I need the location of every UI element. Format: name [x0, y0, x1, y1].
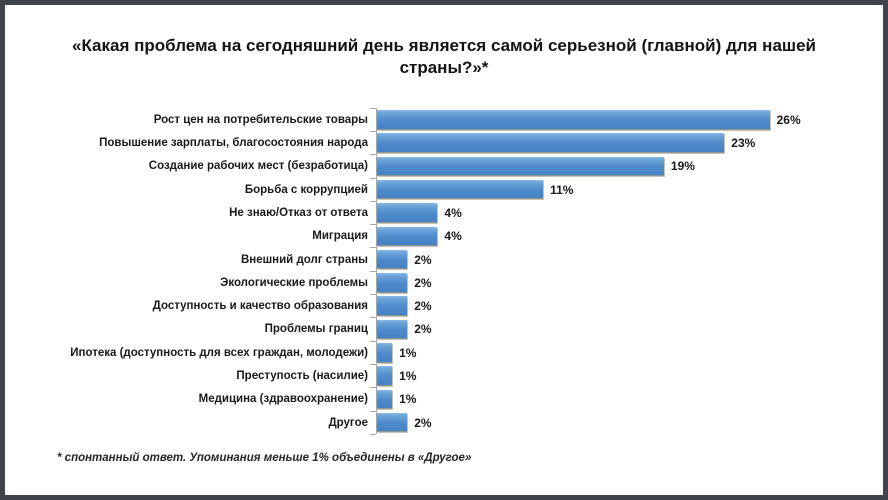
bar-row: [72, 201, 883, 224]
value-label: 2%: [414, 322, 432, 337]
bar: [377, 227, 437, 247]
chart-title: [64, 35, 824, 78]
plot-cell: [376, 108, 883, 131]
value-label: 2%: [414, 415, 432, 430]
value-label: 2%: [414, 252, 432, 267]
plot-cell: [376, 271, 883, 294]
bar-row: [72, 155, 883, 178]
bar-row: [72, 295, 883, 318]
bar: [377, 343, 392, 363]
chart-title-line1: «Какая проблема на сегодняшний день является самой серьезной (главной) для нашей: [72, 36, 816, 55]
chart-title-line2: страны?»*: [399, 57, 489, 77]
category-label: Другое: [328, 416, 368, 429]
plot-cell: [376, 341, 883, 364]
value-label: 4%: [444, 205, 462, 220]
category-label: Внешний долг страны: [240, 253, 368, 266]
category-label: Создание рабочих мест (безработица): [148, 160, 368, 173]
plot-cell: [376, 388, 883, 411]
bar: [377, 250, 407, 270]
plot-cell: [376, 155, 883, 178]
bar-row: [72, 131, 883, 154]
bar-row: [72, 108, 883, 131]
bar-row: [72, 341, 883, 364]
bar-chart-rows: [72, 108, 883, 434]
bar: [377, 320, 407, 340]
value-label: 1%: [399, 369, 417, 384]
category-label: Повышение зарплаты, благосостояния народа: [99, 137, 368, 150]
bar-chart: [5, 108, 883, 434]
category-label: Преступость (насилие): [236, 370, 368, 383]
bar-row: [72, 411, 883, 434]
bar: [377, 296, 407, 316]
category-label: Борьба с коррупцией: [244, 183, 368, 196]
value-label: 1%: [399, 392, 417, 407]
bar: [377, 413, 407, 433]
bar: [377, 203, 437, 223]
category-label: Не знаю/Отказ от ответа: [229, 206, 368, 219]
plot-cell: [376, 225, 883, 248]
value-label: 2%: [414, 299, 432, 314]
value-label: 26%: [776, 112, 801, 127]
category-label: Миграция: [312, 230, 368, 243]
plot-cell: [376, 318, 883, 341]
value-label: 1%: [399, 345, 417, 360]
value-label: 11%: [550, 182, 574, 197]
value-label: 19%: [670, 159, 695, 174]
value-label: 2%: [414, 275, 432, 290]
bar-row: [72, 248, 883, 271]
plot-cell: [376, 248, 883, 271]
plot-cell: [376, 178, 883, 201]
plot-cell: [376, 201, 883, 224]
value-label: 4%: [444, 229, 462, 244]
category-label: Ипотека (доступность для всех граждан, молодежи): [70, 346, 368, 359]
bar: [377, 133, 724, 153]
bar: [377, 390, 392, 410]
bar: [377, 273, 407, 293]
bar-row: [72, 388, 883, 411]
bar-row: [72, 271, 883, 294]
category-label: Рост цен на потребительские товары: [153, 113, 368, 126]
bar: [377, 110, 770, 130]
plot-cell: [376, 364, 883, 387]
bar: [377, 366, 392, 386]
value-label: 23%: [731, 136, 756, 151]
plot-cell: [376, 411, 883, 434]
bar: [377, 157, 664, 177]
category-label: Проблемы границ: [264, 323, 368, 336]
bar-row: [72, 364, 883, 387]
bar-row: [72, 318, 883, 341]
category-label: Доступность и качество образования: [152, 300, 368, 313]
plot-cell: [376, 295, 883, 318]
footnote: * спонтанный ответ. Упоминания меньше 1% объединены в «Другое»: [57, 452, 472, 465]
plot-cell: [376, 131, 883, 154]
category-label: Медицина (здравоохранение): [198, 393, 368, 406]
category-label: Экологические проблемы: [220, 276, 368, 289]
bar-row: [72, 178, 883, 201]
bar-row: [72, 225, 883, 248]
bar: [377, 180, 543, 200]
